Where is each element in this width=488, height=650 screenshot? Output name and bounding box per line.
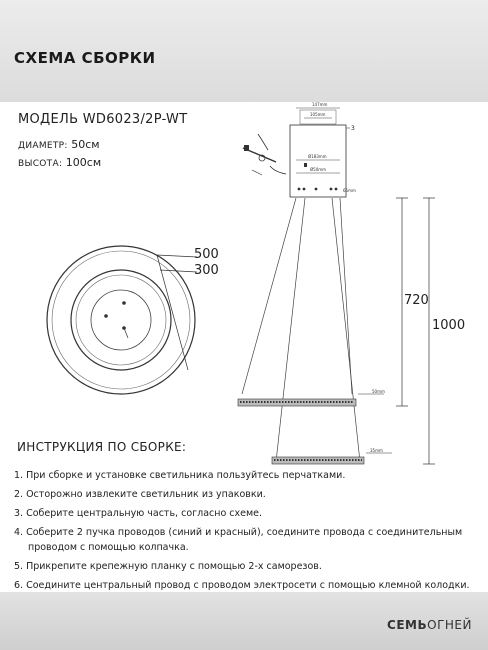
canopy-dia2-label: Ø50mm	[310, 167, 327, 172]
step-text: 5. Прикрепите крепежную планку с помощью 2-х саморезов.	[14, 561, 322, 572]
mount-point-icon	[122, 301, 126, 305]
screw-icon	[298, 188, 301, 191]
screwdriver-icon	[243, 134, 286, 175]
canopy-width-label: 147mm	[312, 102, 328, 107]
canopy-body	[290, 125, 346, 197]
canopy-height-label: 65mm	[343, 188, 356, 193]
brand-bold-part: СЕМЬ	[387, 618, 428, 632]
canopy-dia-label: Ø183mm	[308, 154, 327, 159]
outer-ring-outline	[47, 246, 195, 394]
brand-light-part: ОГНЕЙ	[427, 618, 472, 632]
step-text: 1. При сборке и установке светильника пользуйтесь перчатками.	[14, 470, 346, 481]
canopy-circle	[91, 290, 151, 350]
top-view-drawing	[47, 246, 219, 394]
connector-icon	[304, 163, 307, 167]
cable-outer-left	[242, 198, 296, 394]
list-item	[14, 580, 484, 591]
mount-point-icon	[104, 314, 108, 318]
instructions-title: ИНСТРУКЦИЯ ПО СБОРКЕ:	[17, 440, 187, 454]
canopy-inner-label: 105mm	[310, 112, 326, 117]
dimension-leader-300	[160, 270, 197, 272]
inner-ring-outline	[71, 270, 171, 370]
dimension-label-720: 720	[404, 293, 429, 308]
screw-icon	[330, 188, 333, 191]
step-text-continued: проводом с помощью колпачка.	[28, 542, 189, 553]
screw-icon	[315, 188, 318, 191]
page-title: СХЕМА СБОРКИ	[14, 49, 156, 67]
inner-ring-inner-edge	[76, 275, 166, 365]
cable-inner-right	[332, 198, 360, 462]
step-text: 6. Соедините центральный провод с проводом электросети с помощью клемной колодки.	[14, 580, 470, 591]
ring1-height-label: 50mm	[372, 389, 385, 394]
footer-band	[0, 592, 488, 650]
cable-outer-right	[340, 198, 352, 394]
wire-mark	[124, 328, 128, 338]
callout-3: 3	[351, 125, 355, 132]
diameter-label: ДИАМЕТР:	[18, 141, 68, 151]
list-item	[14, 561, 484, 572]
model-name: МОДЕЛЬ WD6023/2P-WT	[18, 112, 188, 127]
dimension-line-500	[157, 255, 188, 370]
list-item	[14, 527, 484, 553]
brand-logo	[387, 618, 472, 632]
dimension-leader-500	[157, 255, 197, 257]
screw-icon	[335, 188, 338, 191]
ring2-height-label: 35mm	[370, 448, 383, 453]
step-text: 4. Соберите 2 пучка проводов (синий и красный), соедините провода с соединительным	[14, 527, 463, 538]
dimension-label-1000: 1000	[432, 318, 466, 333]
dimension-label-500: 500	[194, 247, 219, 262]
step-text: 3. Соберите центральную часть, согласно схеме.	[14, 508, 263, 519]
screw-icon	[303, 188, 306, 191]
list-item	[14, 489, 484, 500]
outer-ring-inner-edge	[52, 251, 190, 389]
side-view-drawing	[238, 102, 465, 464]
diameter-value: 50см	[71, 138, 100, 151]
height-label: ВЫСОТА:	[18, 159, 63, 169]
list-item	[14, 470, 484, 481]
list-item	[14, 508, 484, 519]
dimension-label-300: 300	[194, 263, 219, 278]
step-text: 2. Осторожно извлеките светильник из упаковки.	[14, 489, 266, 500]
height-value: 100см	[65, 156, 102, 169]
cable-inner-left	[276, 198, 305, 462]
instruction-steps	[14, 470, 484, 599]
